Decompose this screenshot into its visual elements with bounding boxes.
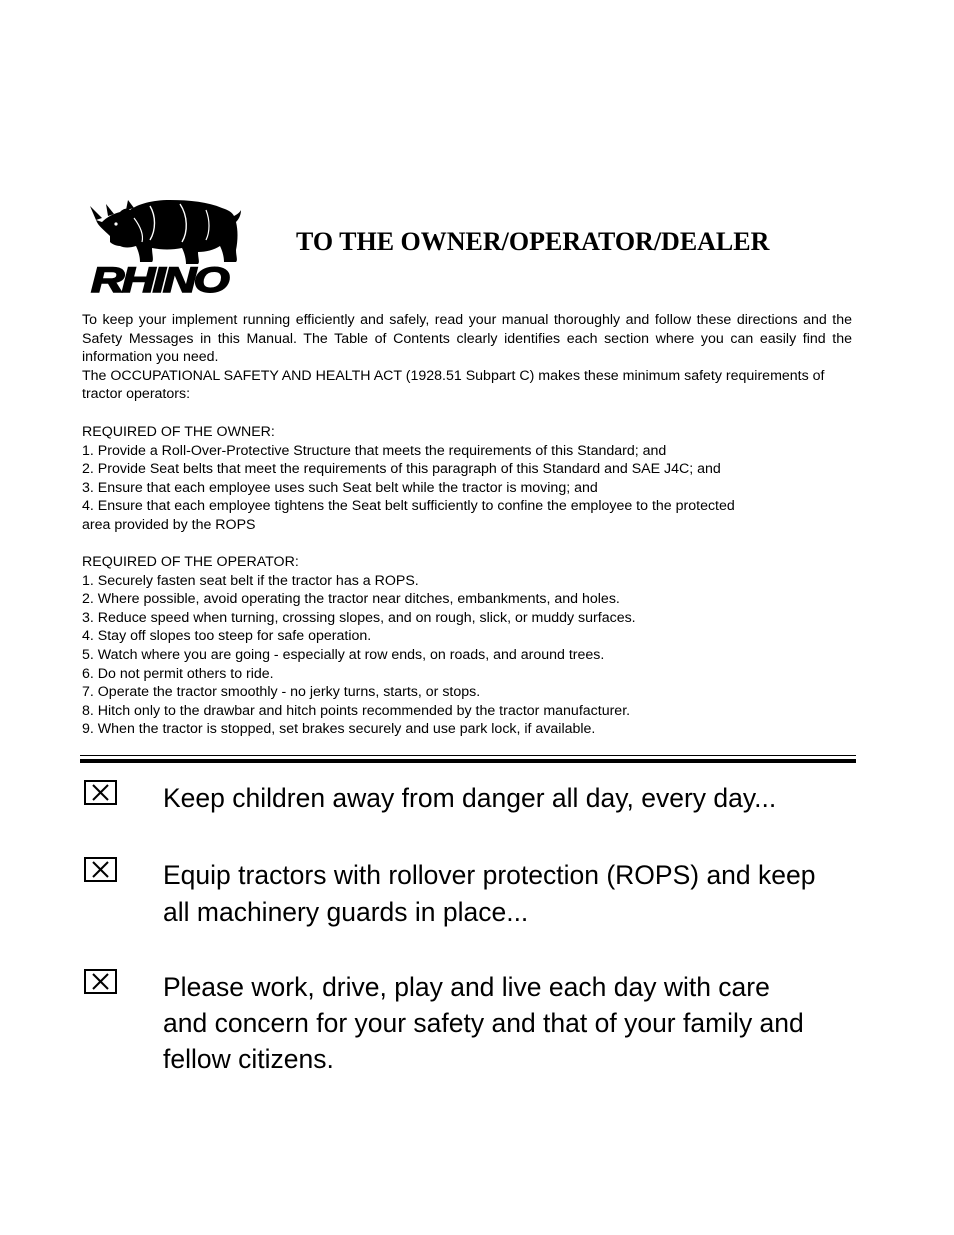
list-item: 1. Securely fasten seat belt if the tractor has a ROPS. [82,572,419,589]
page-title: TO THE OWNER/OPERATOR/DEALER [296,227,770,256]
divider-thick [80,759,856,763]
safety-bullet-line: Keep children away from danger all day, every day... [163,783,777,813]
list-item: 9. When the tractor is stopped, set brakes securely and use park lock, if available. [82,721,596,738]
operator-requirements [82,553,862,739]
list-item: 7. Operate the tractor smoothly - no jerky turns, starts, or stops. [82,684,481,701]
logo-wordmark: RHINO [91,261,230,296]
list-item: 2. Where possible, avoid operating the tractor near ditches, embankments, and holes. [82,591,620,608]
list-item: 4. Ensure that each employee tightens the Seat belt sufficiently to confine the employee to the protected [82,498,735,515]
safety-bullet-line: Please work, drive, play and live each day with care [163,972,770,1002]
checkbox-x-icon [84,857,117,882]
checkbox-x-icon [84,780,117,805]
owner-requirements-title: REQUIRED OF THE OWNER: [82,424,275,440]
checkbox-x-icon [84,969,117,994]
intro-paragraph: To keep your implement running efficiently and safely, read your manual thoroughly and follow these directions and the Safety Messages in this Manual. The Table of Contents clearly identifies each section where you can easily find the information you need. [82,312,852,365]
safety-bullet-text [163,857,863,931]
safety-bullet-text [163,969,863,1077]
operator-requirements-title: REQUIRED OF THE OPERATOR: [82,554,299,570]
rhino-logo [90,196,242,296]
safety-bullet-line: all machinery guards in place... [163,897,529,927]
rhino-logo-icon [90,196,242,296]
list-item: 4. Stay off slopes too steep for safe operation. [82,628,372,645]
safety-bullet-text [163,780,863,817]
list-item: 2. Provide Seat belts that meet the requirements of this paragraph of this Standard and SAE J4C; and [82,461,721,478]
list-item: 3. Ensure that each employee uses such Seat belt while the tractor is moving; and [82,479,598,496]
list-item: 3. Reduce speed when turning, crossing slopes, and on rough, slick, or muddy surfaces. [82,609,636,626]
divider-thin [80,755,856,756]
safety-bullet-line: fellow citizens. [163,1044,334,1074]
safety-bullet-line: Equip tractors with rollover protection (ROPS) and keep [163,860,816,890]
osha-paragraph: The OCCUPATIONAL SAFETY AND HEALTH ACT (1928.51 Subpart C) makes these minimum safety requirements of tractor operators: [82,367,825,402]
logo-registered-mark: ® [230,252,237,262]
list-item: 8. Hitch only to the drawbar and hitch points recommended by the tractor manufacturer. [82,702,631,719]
list-item: 6. Do not permit others to ride. [82,665,274,682]
list-item: 5. Watch where you are going - especially at row ends, on roads, and around trees. [82,646,605,663]
list-item: area provided by the ROPS [82,516,256,533]
safety-bullet-line: and concern for your safety and that of your family and [163,1008,804,1038]
intro-text [82,311,852,404]
owner-requirements [82,423,862,535]
list-item: 1. Provide a Roll-Over-Protective Structure that meets the requirements of this Standard; and [82,442,667,459]
